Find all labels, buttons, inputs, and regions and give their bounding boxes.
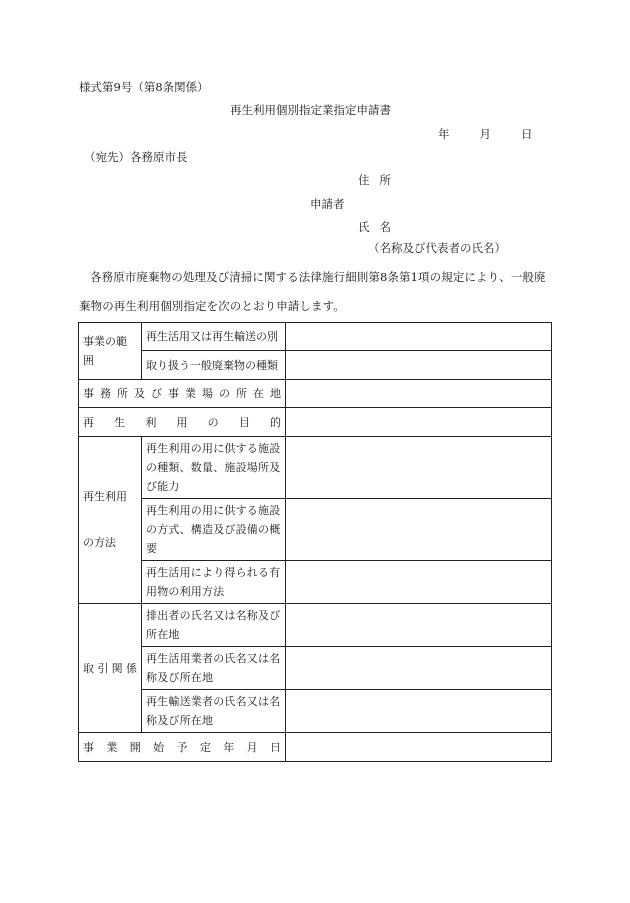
recycling-type-field[interactable]	[286, 323, 552, 351]
waste-type-label: 取り扱う一般廃棄物の種類	[142, 351, 286, 380]
purpose-field[interactable]	[286, 408, 552, 437]
transporter-label: 再生輸送業者の氏名又は名称及び所在地	[142, 690, 286, 733]
body-text: 各務原市廃棄物の処理及び清掃に関する法律施行細則第8条第1項の規定により、一般廃棄物の再生利用個別指定を次のとおり申請します。	[79, 270, 546, 313]
application-table	[78, 322, 552, 762]
date-month: 月	[479, 127, 491, 141]
useful-material-label: 再生活用により得られる有用物の利用方法	[142, 561, 286, 604]
date-line	[438, 127, 533, 141]
purpose-label: 再生利用の目的	[79, 408, 286, 437]
date-year: 年	[438, 127, 450, 141]
name-note: （名称及び代表者の氏名）	[368, 241, 506, 255]
addressee: （宛先）各務原市長	[84, 150, 188, 164]
facility-structure-field[interactable]	[286, 499, 552, 561]
office-location-field[interactable]	[286, 380, 552, 408]
transactions-label: 取引関係	[79, 604, 142, 733]
office-location-label: 事務所及び事業場の所在地	[79, 380, 286, 408]
address-label: 住所	[358, 173, 401, 187]
facility-type-label: 再生利用の用に供する施設の種類、数量、施設場所及び能力	[142, 437, 286, 499]
business-scope-label: 事業の範囲	[79, 323, 142, 380]
start-date-label: 事業開始予定年月日	[79, 733, 286, 762]
method-label: 再生利用の方法	[79, 437, 142, 604]
recycling-type-label: 再生活用又は再生輸送の別	[142, 323, 286, 351]
waste-type-field[interactable]	[286, 351, 552, 380]
name-label: 氏名	[358, 220, 401, 234]
applicant-label: 申請者	[310, 197, 345, 211]
form-number: 様式第9号（第8条関係）	[79, 80, 209, 94]
recycler-label: 再生活用業者の氏名又は名称及び所在地	[142, 647, 286, 690]
start-date-field[interactable]	[286, 733, 552, 762]
transporter-field[interactable]	[286, 690, 552, 733]
facility-type-field[interactable]	[286, 437, 552, 499]
useful-material-field[interactable]	[286, 561, 552, 604]
form-title: 再生利用個別指定業指定申請書	[230, 103, 391, 117]
discharger-field[interactable]	[286, 604, 552, 647]
discharger-label: 排出者の氏名又は名称及び所在地	[142, 604, 286, 647]
facility-structure-label: 再生利用の用に供する施設の方式、構造及び設備の概要	[142, 499, 286, 561]
date-day: 日	[521, 127, 533, 141]
recycler-field[interactable]	[286, 647, 552, 690]
